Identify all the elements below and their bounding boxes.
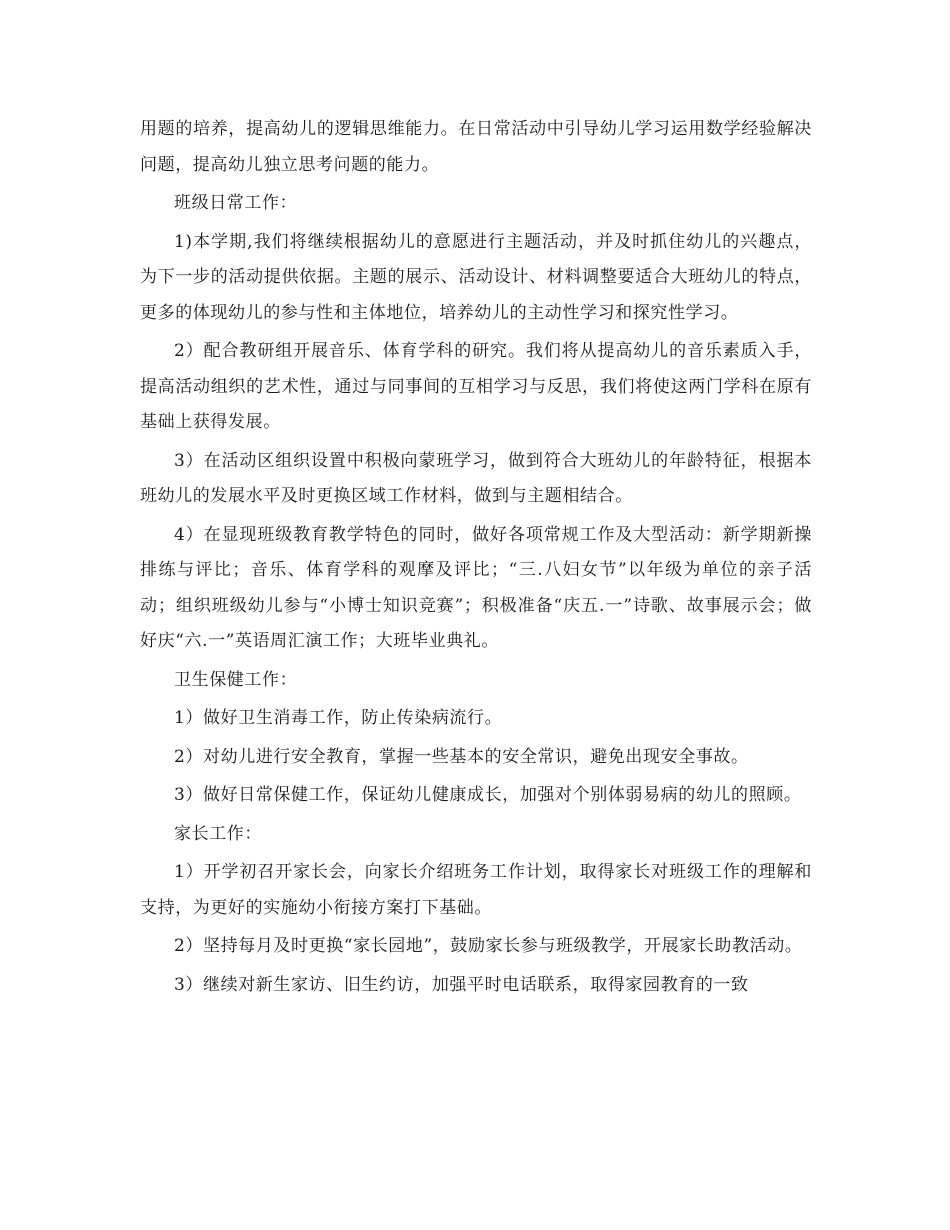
paragraph-daily-work-1: 1)本学期,我们将继续根据幼儿的意愿进行主题活动，并及时抓住幼儿的兴趣点，为下一步的活动提供依据。主题的展示、活动设计、材料调整要适合大班幼儿的特点，更多的体现幼儿的参与性和主体地位，培养幼儿的主动性学习和探究性学习。 [140,231,812,323]
paragraph-parent-1: 1）开学初召开家长会，向家长介绍班务工作计划，取得家长对班级工作的理解和支持，为更好的实施幼小衔接方案打下基础。 [140,862,812,918]
heading-health-care-work: 卫生保健工作： [174,669,298,690]
paragraph-math-continuation: 用题的培养，提高幼儿的逻辑思维能力。在日常活动中引导幼儿学习运用数学经验解决问题，提高幼儿独立思考问题的能力。 [140,119,812,175]
document-body [140,112,812,1006]
paragraph-daily-work-3: 3）在活动区组织设置中积极向蒙班学习，做到符合大班幼儿的年龄特征，根据本班幼儿的发展水平及时更换区域工作材料，做到与主题相结合。 [140,450,812,506]
paragraph-health-2: 2）对幼儿进行安全教育，掌握一些基本的安全常识，避免出现安全事故。 [174,746,749,767]
heading-class-daily-work: 班级日常工作： [174,193,298,213]
paragraph-health-1: 1）做好卫生消毒工作，防止传染病流行。 [174,708,503,728]
paragraph-daily-work-4: 4）在显现班级教育教学特色的同时，做好各项常规工作及大型活动：新学期新操排练与评比；音乐、体育学科的观摩及评比；“三.八妇女节”以年级为单位的亲子活动；组织班级幼儿参与“小博士知识竞赛”；积极准备“庆五.一”诗歌、故事展示会；做好庆“六.一”英语周汇演工作；大班毕业典礼。 [140,524,812,651]
paragraph-daily-work-2: 2）配合教研组开展音乐、体育学科的研究。我们将从提高幼儿的音乐素质入手，提高活动组织的艺术性，通过与同事间的互相学习与反思，我们将使这两门学科在原有基础上获得发展。 [140,341,812,432]
heading-parent-work: 家长工作： [174,823,262,844]
paragraph-health-3: 3）做好日常保健工作，保证幼儿健康成长，加强对个别体弱易病的幼儿的照顾。 [174,785,802,805]
paragraph-parent-3: 3）继续对新生家访、旧生约访，加强平时电话联系，取得家园教育的一致 [174,974,749,995]
paragraph-parent-2: 2）坚持每月及时更换“家长园地”，鼓励家长参与班级教学，开展家长助教活动。 [174,936,803,956]
